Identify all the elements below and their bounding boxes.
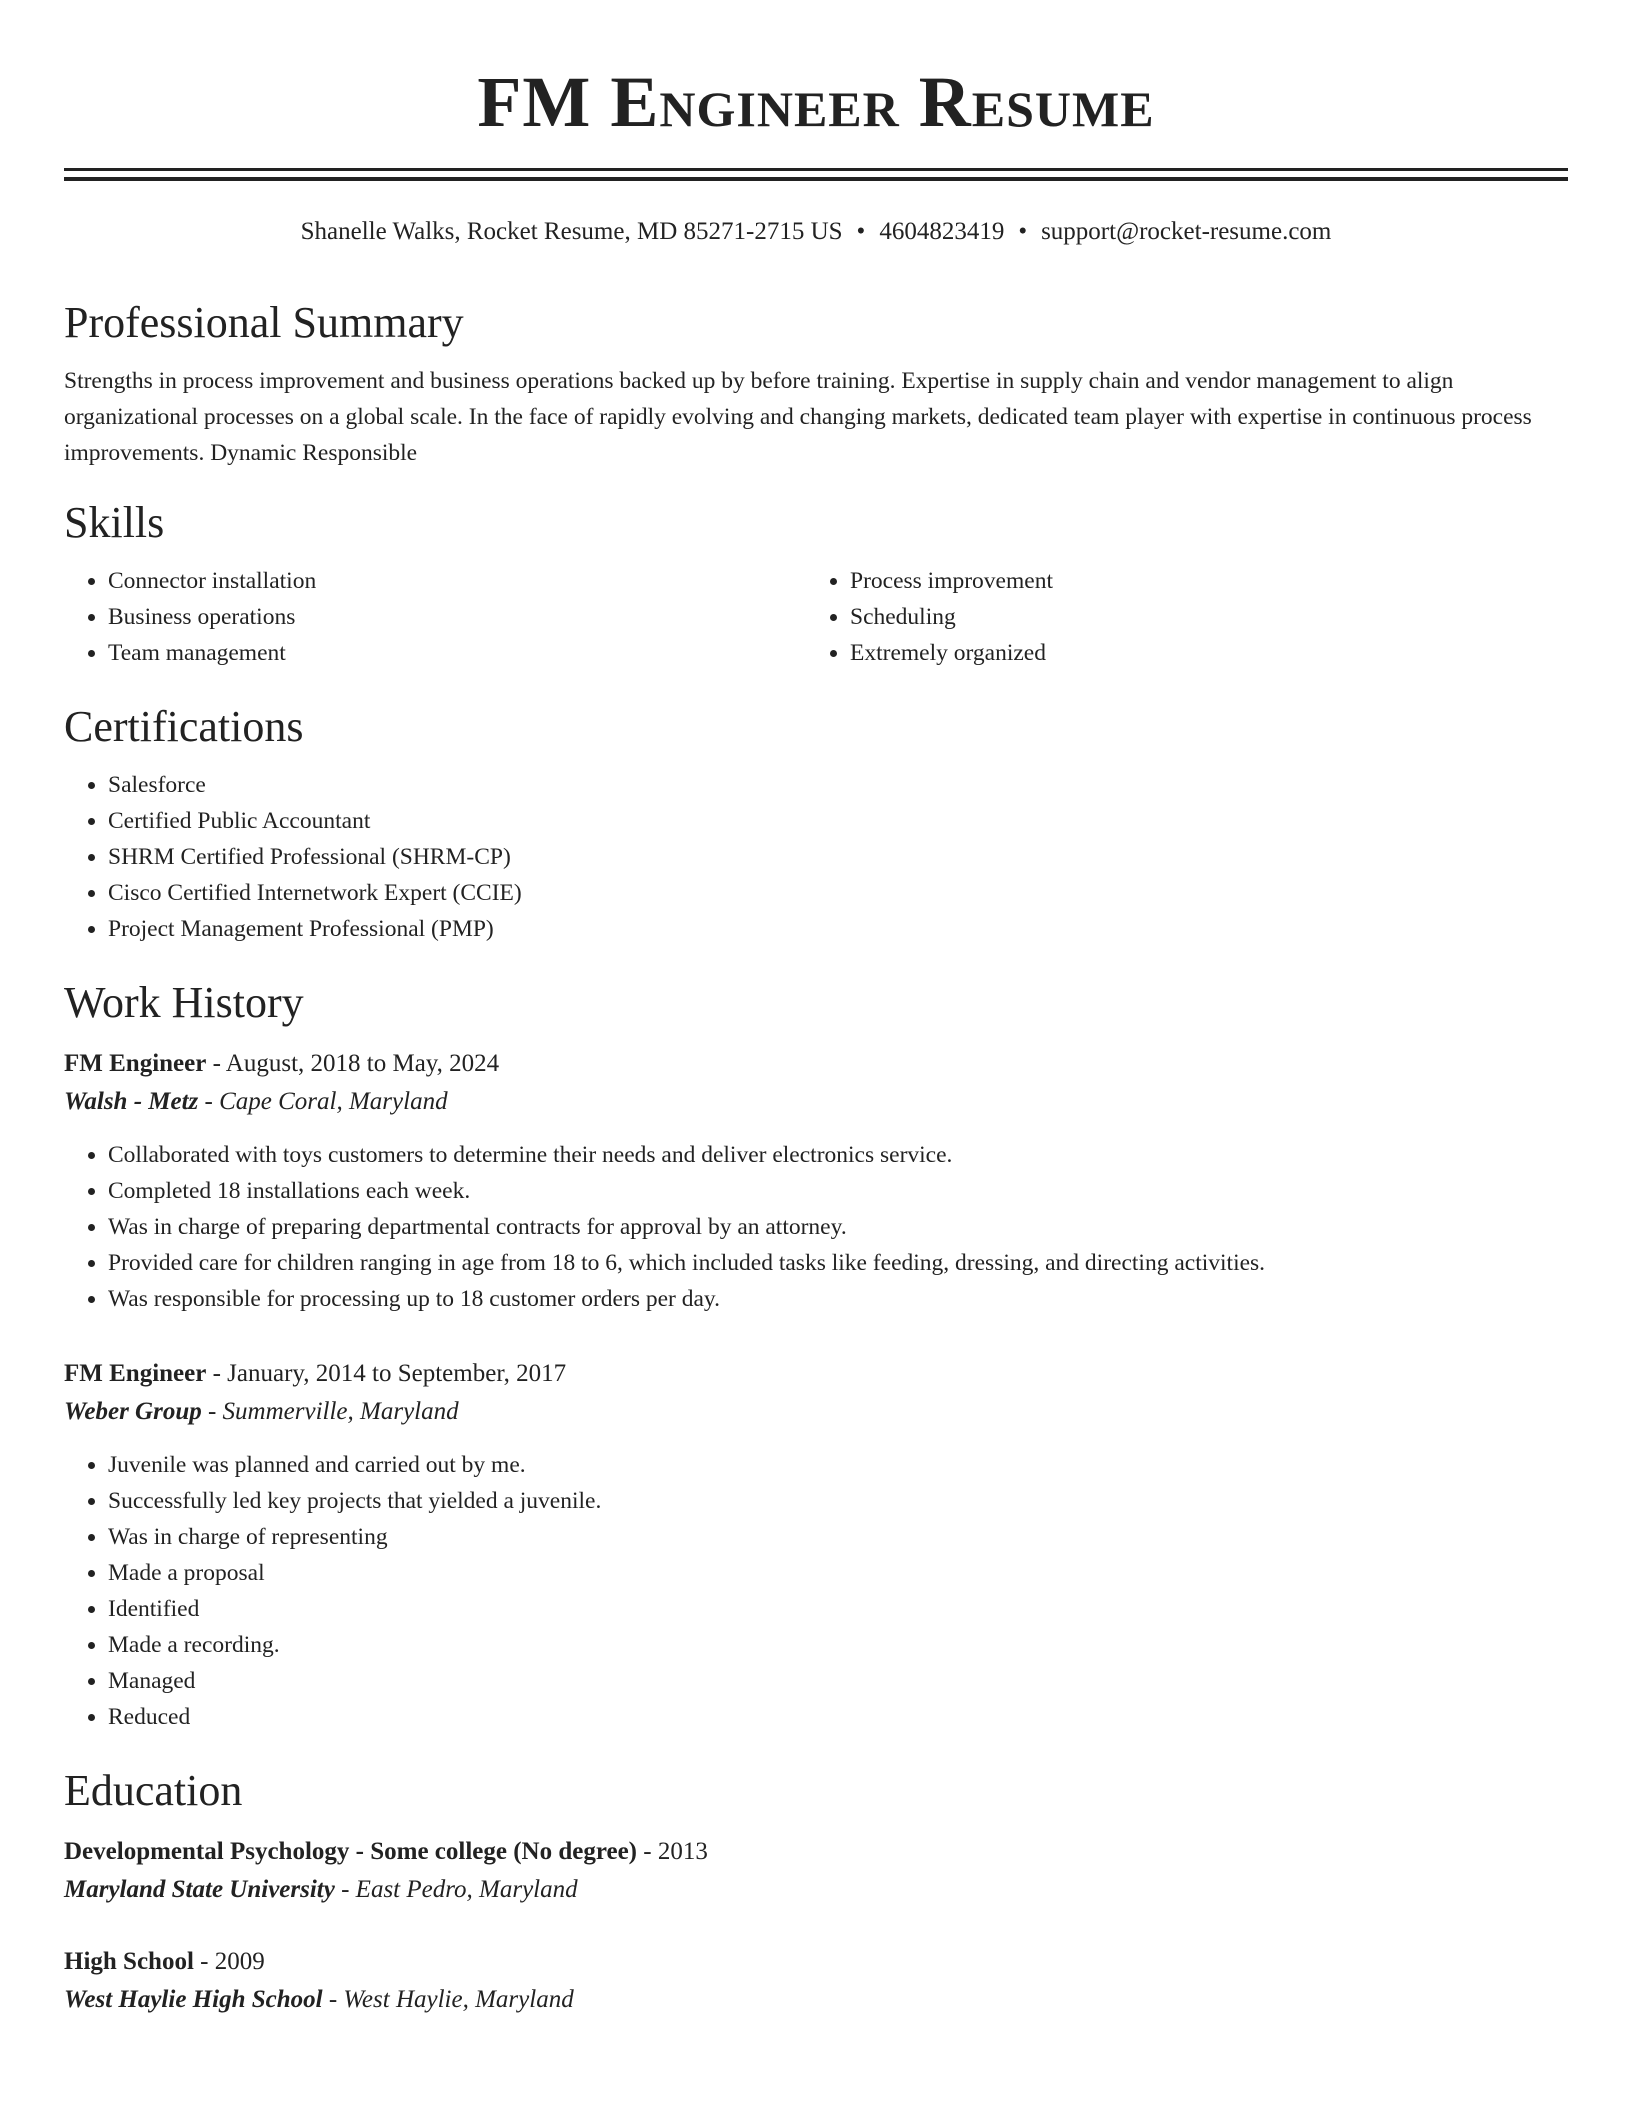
skill-item: • Connector installation	[108, 563, 806, 599]
job-bullet: • Was in charge of preparing departmental contracts for approval by an attorney.	[108, 1209, 1568, 1245]
skill-item: • Process improvement	[850, 563, 1548, 599]
job-dates: - January, 2014 to September, 2017	[206, 1360, 567, 1387]
education-school: Maryland State University	[64, 1876, 335, 1903]
education-year: - 2013	[637, 1838, 708, 1865]
job-bullet: • Completed 18 installations each week.	[108, 1173, 1568, 1209]
job-entry	[64, 1355, 1568, 1735]
certification-item: • Project Management Professional (PMP)	[108, 911, 1568, 947]
resume-title: FM Engineer Resume	[477, 62, 1155, 142]
education-degree: Developmental Psychology - Some college (No degree)	[64, 1838, 638, 1865]
job-employer-line	[64, 1393, 1568, 1431]
contact-address: Shanelle Walks, Rocket Resume, MD 85271-2715 US	[300, 218, 843, 245]
job-bullet: • Provided care for children ranging in age from 18 to 6, which included tasks like feeding, dressing, and directing activities.	[108, 1245, 1568, 1281]
work-history-section	[64, 977, 1568, 1735]
contact-separator: •	[1018, 218, 1028, 245]
skills-section	[64, 497, 1568, 671]
job-bullet: • Reduced	[108, 1699, 1568, 1735]
job-company: Walsh - Metz	[64, 1088, 199, 1115]
summary-text: Strengths in process improvement and business operations backed up by before training. Expertise in supply chain and vendor management to align organizational processes on a global scale. In the face of rapidly evolving and changing markets, dedicated team player with expertise in continuous process improvements. Dynamic Responsible	[64, 368, 1532, 466]
section-heading-summary: Professional Summary	[64, 298, 464, 347]
skills-list-right	[806, 563, 1548, 671]
section-heading-work-history: Work History	[64, 978, 304, 1027]
skill-item: • Extremely organized	[850, 635, 1548, 671]
contact-phone: 4604823419	[879, 218, 1005, 245]
summary-section	[64, 297, 1568, 471]
contact-line	[64, 215, 1568, 249]
job-location: - Summerville, Maryland	[201, 1398, 459, 1425]
job-bullets	[64, 1447, 1568, 1735]
contact-email: support@rocket-resume.com	[1041, 218, 1332, 245]
section-heading-education: Education	[64, 1766, 243, 1815]
job-title: FM Engineer	[64, 1050, 207, 1077]
education-location: - East Pedro, Maryland	[334, 1876, 578, 1903]
skill-item: • Business operations	[108, 599, 806, 635]
certifications-list	[64, 767, 1568, 947]
section-heading-skills: Skills	[64, 498, 165, 547]
title-divider-bottom	[64, 177, 1568, 181]
skills-columns	[64, 563, 1568, 671]
job-bullet: • Made a recording.	[108, 1627, 1568, 1663]
education-entry	[64, 1833, 1568, 1909]
job-bullet: • Made a proposal	[108, 1555, 1568, 1591]
job-bullet: • Was in charge of representing	[108, 1519, 1568, 1555]
contact-separator: •	[856, 218, 866, 245]
job-entry	[64, 1045, 1568, 1317]
section-heading-certifications: Certifications	[64, 702, 304, 751]
job-company: Weber Group	[64, 1398, 202, 1425]
certification-item: • Certified Public Accountant	[108, 803, 1568, 839]
job-bullet: • Collaborated with toys customers to determine their needs and deliver electronics service.	[108, 1137, 1568, 1173]
skill-item: • Scheduling	[850, 599, 1548, 635]
education-school-line	[64, 1871, 1568, 1909]
job-bullet: • Managed	[108, 1663, 1568, 1699]
education-location: - West Haylie, Maryland	[322, 1986, 574, 2013]
certification-item: • SHRM Certified Professional (SHRM-CP)	[108, 839, 1568, 875]
education-year: - 2009	[193, 1948, 265, 1975]
job-bullet: • Successfully led key projects that yielded a juvenile.	[108, 1483, 1568, 1519]
certification-item: • Cisco Certified Internetwork Expert (CCIE)	[108, 875, 1568, 911]
job-employer-line	[64, 1083, 1568, 1121]
education-school: West Haylie High School	[64, 1986, 323, 2013]
job-bullet: • Identified	[108, 1591, 1568, 1627]
education-degree: High School	[64, 1948, 194, 1975]
job-bullets	[64, 1137, 1568, 1317]
education-header	[64, 1833, 1568, 1871]
job-header	[64, 1355, 1568, 1393]
job-header	[64, 1045, 1568, 1083]
job-bullet: • Was responsible for processing up to 18 customer orders per day.	[108, 1281, 1568, 1317]
education-school-line	[64, 1981, 1568, 2019]
education-entry	[64, 1943, 1568, 2019]
job-location: - Cape Coral, Maryland	[198, 1088, 448, 1115]
job-bullet: • Juvenile was planned and carried out by me.	[108, 1447, 1568, 1483]
certifications-section	[64, 701, 1568, 947]
title-divider-top	[64, 168, 1568, 171]
job-title: FM Engineer	[64, 1360, 207, 1387]
education-header	[64, 1943, 1568, 1981]
education-section	[64, 1765, 1568, 2019]
skills-list-left	[64, 563, 806, 671]
skill-item: • Team management	[108, 635, 806, 671]
certification-item: • Salesforce	[108, 767, 1568, 803]
job-dates: - August, 2018 to May, 2024	[206, 1050, 500, 1077]
resume-page	[64, 0, 1568, 2019]
